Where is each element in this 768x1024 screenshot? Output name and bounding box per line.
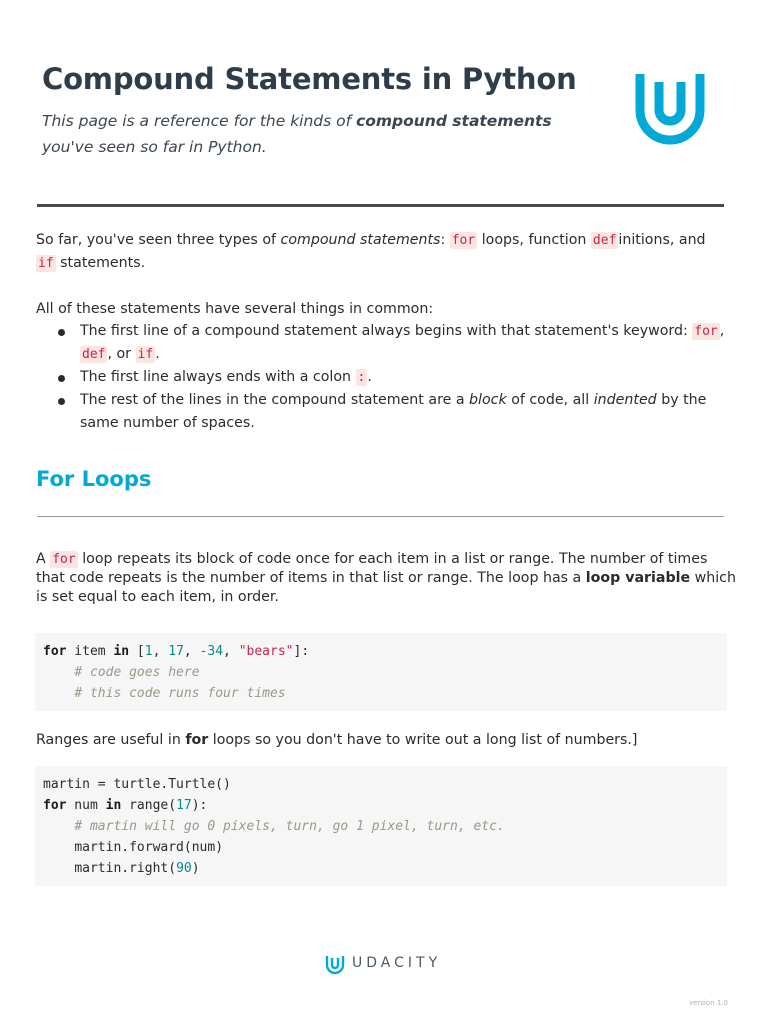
subtitle-text-end: you've seen so far in Python. xyxy=(42,138,267,156)
code-block-for-list xyxy=(35,633,727,711)
inline-code: for xyxy=(451,233,476,248)
footer-brand: UDACITY xyxy=(352,955,442,971)
page-title: Compound Statements in Python xyxy=(42,62,577,96)
ranges-paragraph: Ranges are useful in for loops so you don't have to write out a long list of numbers.] xyxy=(36,732,638,748)
common-things-paragraph: All of these statements have several things in common: xyxy=(36,301,434,317)
inline-code: : xyxy=(357,370,366,385)
for-loop-paragraph: A for loop repeats its block of code once for each item in a list or range. The number of times that code repeats is the number of items in that list or range. The loop has a loop variable which is set equal to each item, in order. xyxy=(36,551,736,605)
code-line: martin = turtle.Turtle() xyxy=(43,777,231,792)
inline-code: def xyxy=(82,347,106,362)
section-heading-for-loops: For Loops xyxy=(36,467,152,491)
code-line: # this code runs four times xyxy=(74,686,286,701)
code-line: for num in range(17): xyxy=(43,798,208,813)
subtitle-text: This page is a reference for the kinds of xyxy=(42,112,357,130)
inline-code: if xyxy=(38,256,54,271)
udacity-logo-icon xyxy=(632,66,708,146)
code-line: # code goes here xyxy=(74,665,200,680)
subtitle-bold: compound statements xyxy=(356,112,552,130)
code-line: martin.forward(num) xyxy=(74,840,224,855)
intro-paragraph: So far, you've seen three types of compound statements: for loops, function def initions, and if statements. xyxy=(36,232,706,271)
section-divider xyxy=(37,516,724,517)
code-line: for item in [1, 17, -34, "bears"]: xyxy=(43,644,310,659)
inline-code: def xyxy=(592,233,617,248)
bullet-icon xyxy=(58,375,65,382)
inline-code: if xyxy=(137,347,154,362)
bullet-icon xyxy=(58,398,65,405)
page-subtitle xyxy=(42,108,562,160)
bullet-icon xyxy=(58,329,65,336)
version-label: version 1.0 xyxy=(689,999,728,1007)
common-things-list xyxy=(36,320,726,435)
code-block-turtle xyxy=(35,766,727,886)
inline-code: for xyxy=(52,552,76,567)
list-item: The first line of a compound statement always begins with that statement's keyword: for , def , or if . xyxy=(36,320,726,366)
list-item: The first line always ends with a colon : . xyxy=(36,366,726,389)
udacity-footer-logo-icon xyxy=(324,953,346,975)
code-line: martin.right(90) xyxy=(74,861,200,876)
list-item: The rest of the lines in the compound statement are a block of code, all indented by the same number of spaces. xyxy=(36,389,726,435)
header-divider xyxy=(37,204,724,207)
inline-code: for xyxy=(694,324,718,339)
code-line: # martin will go 0 pixels, turn, go 1 pixel, turn, etc. xyxy=(74,819,505,834)
